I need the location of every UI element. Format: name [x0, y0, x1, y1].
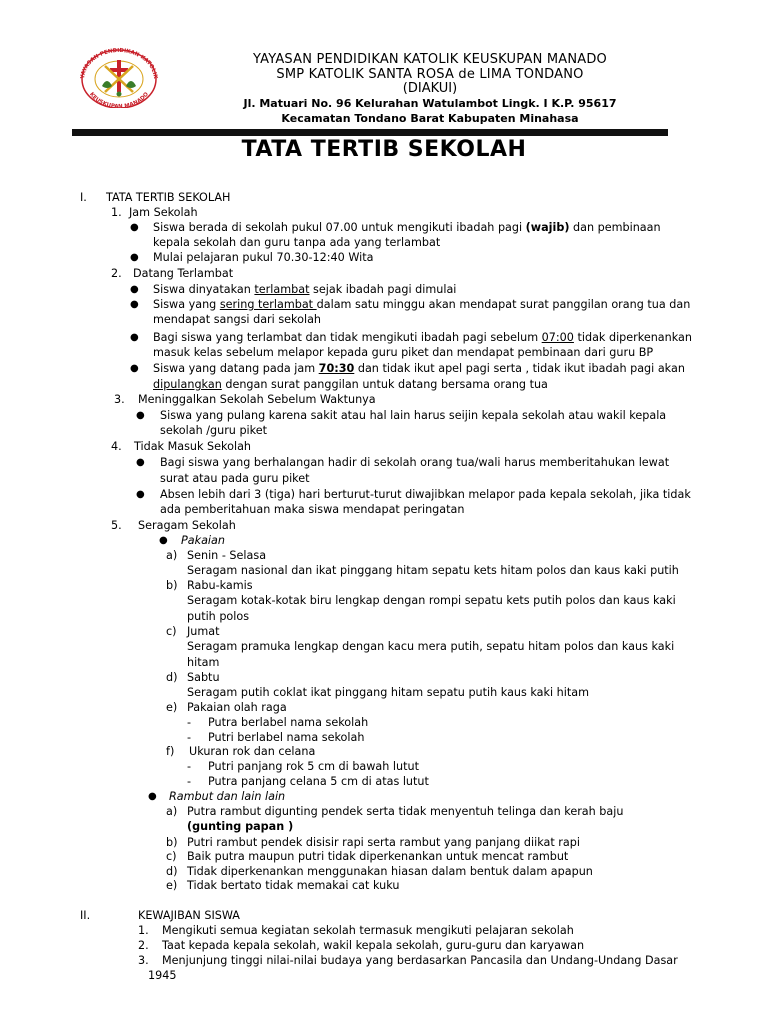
uniform-desc: Seragam pramuka lengkap dengan kacu mera putih, sepatu hitam polos dan kaus kaki	[187, 640, 675, 653]
item-continuation: masuk kelas sebelum melapor kepada guru piket dan mendapat pembinaan dari guru BP	[153, 346, 654, 359]
item-continuation	[153, 378, 548, 392]
hair-rule: Tidak diperkenankan menggunakan hiasan dalam bentuk dalam apapun	[187, 865, 593, 878]
subsection-number: 3.	[114, 393, 125, 406]
bullet-icon: ●	[136, 457, 145, 468]
item-number: 3.	[138, 954, 149, 967]
item-label: d)	[166, 865, 178, 878]
section-2-heading: KEWAJIBAN SISWA	[138, 909, 240, 922]
clothing-heading: Pakaian	[181, 534, 225, 547]
uniform-desc: putih polos	[187, 610, 250, 623]
uniform-desc: Putra panjang celana 5 cm di atas lutut	[208, 775, 429, 788]
item-label: e)	[166, 701, 178, 714]
uniform-desc: hitam	[187, 656, 220, 669]
bullet-icon: ●	[130, 332, 139, 343]
item-continuation: mendapat sangsi dari sekolah	[153, 313, 322, 326]
item-number: 2.	[138, 939, 149, 952]
item-text-underline: dipulangkan	[153, 378, 222, 391]
item-number: 1.	[138, 924, 149, 937]
hair-rule-continuation: (gunting papan )	[187, 820, 294, 833]
item-text: tidak diperkenankan	[573, 331, 692, 344]
bullet-icon: ●	[136, 489, 145, 500]
uniform-day: Rabu-kamis	[187, 579, 253, 592]
subsection-heading: Seragam Sekolah	[138, 519, 236, 532]
hair-rule: Putra rambut digunting pendek serta tidak menyentuh telinga dan kerah baju	[187, 805, 624, 818]
item-text: dalam satu minggu akan mendapat surat panggilan orang tua dan	[316, 298, 691, 311]
item-label: a)	[166, 549, 178, 562]
list-item	[153, 221, 661, 235]
item-text-underline: sering terlambat	[219, 298, 317, 311]
item-text: dan tidak ikut apel pagi serta , tidak ikut ibadah pagi akan	[354, 362, 685, 375]
item-text: Bagi siswa yang terlambat dan tidak mengikuti ibadah pagi sebelum	[153, 331, 542, 344]
item-label: b)	[166, 579, 178, 592]
item-text: dan pembinaan	[569, 221, 661, 234]
item-label: e)	[166, 879, 178, 892]
uniform-desc: Putri panjang rok 5 cm di bawah lutut	[208, 760, 419, 773]
hair-rule: Putri rambut pendek disisir rapi serta rambut yang panjang diikat rapi	[187, 836, 580, 849]
list-item	[153, 331, 692, 345]
subsection-number: 1.	[111, 206, 122, 219]
hair-rule: Baik putra maupun putri tidak diperkenankan untuk mencat rambut	[187, 850, 569, 863]
hair-heading: Rambut dan lain lain	[169, 790, 286, 803]
item-text: Siswa yang datang pada jam	[153, 362, 319, 375]
item-text: Siswa dinyatakan	[153, 283, 255, 296]
logo-top-text: YAYASAN PENDIDIKAN KATOLIK	[79, 47, 159, 80]
item-text-underline: terlambat	[254, 283, 310, 296]
item-label: b)	[166, 836, 178, 849]
school-logo	[74, 46, 164, 108]
uniform-desc: Putri berlabel nama sekolah	[208, 731, 365, 744]
subsection-heading: Datang Terlambat	[133, 267, 234, 280]
uniform-desc: Seragam kotak-kotak biru lengkap dengan rompi sepatu kets putih polos dan kaus kaki	[187, 594, 676, 607]
dash-icon: -	[187, 775, 192, 788]
uniform-day: Ukuran rok dan celana	[189, 745, 316, 758]
section-1-number: I.	[80, 191, 87, 204]
item-label: a)	[166, 805, 178, 818]
header-divider	[72, 129, 668, 136]
list-item	[153, 283, 456, 297]
foundation-name: YAYASAN PENDIDIKAN KATOLIK KEUSKUPAN MANADO	[252, 52, 607, 67]
section-1-heading: TATA TERTIB SEKOLAH	[106, 191, 231, 204]
item-text-bold: (wajib)	[525, 221, 570, 234]
item-continuation: kepala sekolah dan guru tanpa ada yang terlambat	[153, 236, 441, 249]
item-label: c)	[166, 850, 177, 863]
item-text: Siswa berada di sekolah pukul 07.00 untuk mengikuti ibadah pagi	[153, 221, 526, 234]
duty-item-continuation: 1945	[148, 969, 177, 982]
bullet-icon: ●	[130, 222, 139, 233]
uniform-day: Jumat	[187, 625, 220, 638]
item-text: dengan surat panggilan untuk datang bersama orang tua	[221, 378, 548, 391]
item-label: c)	[166, 625, 177, 638]
item-label: f)	[166, 745, 175, 758]
section-2-number: II.	[80, 909, 91, 922]
bullet-icon: ●	[130, 284, 139, 295]
item-continuation: surat atau pada guru piket	[160, 472, 310, 485]
item-continuation: sekolah /guru piket	[160, 424, 268, 437]
bullet-icon: ●	[130, 252, 139, 263]
item-text-underline: 07:00	[541, 331, 574, 344]
item-text: sejak ibadah pagi dimulai	[309, 283, 457, 296]
item-continuation: ada pemberitahuan maka siswa mendapat peringatan	[160, 503, 465, 516]
page-title: TATA TERTIB SEKOLAH	[241, 137, 527, 162]
uniform-desc: Seragam putih coklat ikat pinggang hitam sepatu putih kaus kaki hitam	[187, 686, 590, 699]
logo-emblem-icon	[74, 46, 164, 108]
duty-item: Mengikuti semua kegiatan sekolah termasuk mengikuti pelajaran sekolah	[162, 924, 574, 937]
item-text: Siswa yang	[153, 298, 220, 311]
bullet-icon: ●	[136, 410, 145, 421]
list-item: Mulai pelajaran pukul 70.30-12:40 Wita	[153, 251, 374, 264]
bullet-icon: ●	[159, 535, 168, 546]
uniform-desc: Seragam nasional dan ikat pinggang hitam sepatu kets hitam polos dan kaus kaki putih	[187, 564, 679, 577]
duty-item: Menjunjung tinggi nilai-nilai budaya yang berdasarkan Pancasila dan Undang-Undang Dasar	[162, 954, 678, 967]
list-item	[153, 362, 685, 376]
bullet-icon: ●	[130, 363, 139, 374]
dash-icon: -	[187, 760, 192, 773]
accreditation-status: (DIAKUI)	[402, 81, 458, 96]
school-district: Kecamatan Tondano Barat Kabupaten Minahasa	[281, 112, 579, 125]
school-name: SMP KATOLIK SANTA ROSA de LIMA TONDANO	[276, 67, 584, 82]
subsection-heading: Jam Sekolah	[129, 206, 198, 219]
uniform-day: Pakaian olah raga	[187, 701, 287, 714]
item-label: d)	[166, 671, 178, 684]
bullet-icon: ●	[130, 299, 139, 310]
list-item: Absen lebih dari 3 (tiga) hari berturut-turut diwajibkan melapor pada kepala sekolah, jika tidak	[160, 488, 691, 501]
uniform-day: Senin - Selasa	[187, 549, 267, 562]
list-item	[153, 298, 697, 312]
logo-bottom-text: KEUSKUPAN MANADO	[88, 91, 150, 108]
subsection-number: 4.	[111, 440, 122, 453]
dash-icon: -	[187, 716, 192, 729]
item-text-underline: 70:30	[318, 362, 355, 375]
uniform-day: Sabtu	[187, 671, 220, 684]
subsection-heading: Meninggalkan Sekolah Sebelum Waktunya	[138, 393, 376, 406]
school-address: Jl. Matuari No. 96 Kelurahan Watulambot Lingk. I K.P. 95617	[243, 97, 617, 110]
list-item: Bagi siswa yang berhalangan hadir di sekolah orang tua/wali harus memberitahukan lewat	[160, 456, 670, 469]
uniform-desc: Putra berlabel nama sekolah	[208, 716, 369, 729]
subsection-number: 5.	[111, 519, 122, 532]
list-item: Siswa yang pulang karena sakit atau hal lain harus seijin kepala sekolah atau wakil kepala	[160, 409, 667, 422]
subsection-heading: Tidak Masuk Sekolah	[134, 440, 252, 453]
bullet-icon: ●	[148, 791, 157, 802]
subsection-number: 2.	[111, 267, 122, 280]
hair-rule: Tidak bertato tidak memakai cat kuku	[187, 879, 400, 892]
dash-icon: -	[187, 731, 192, 744]
duty-item: Taat kepada kepala sekolah, wakil kepala sekolah, guru-guru dan karyawan	[162, 939, 585, 952]
